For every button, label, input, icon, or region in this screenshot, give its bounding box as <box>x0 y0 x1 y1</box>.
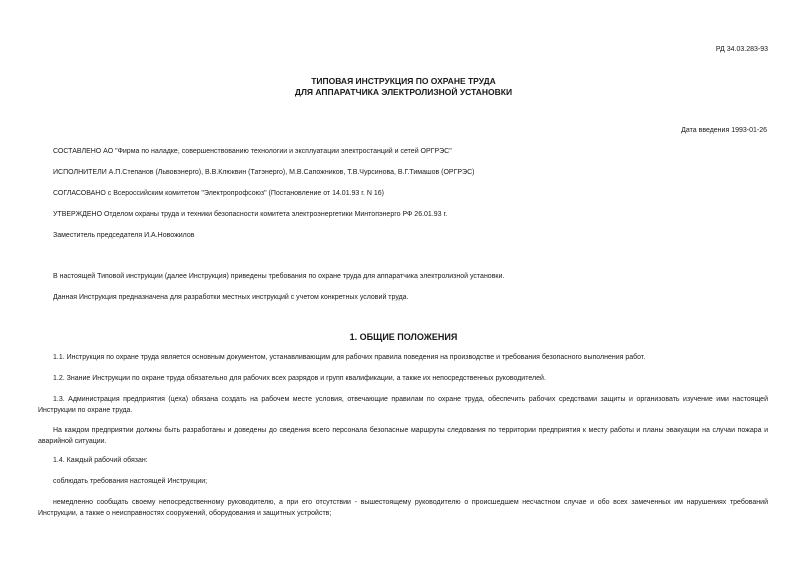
document-code: РД 34.03.283-93 <box>715 46 768 53</box>
title-line-1: ТИПОВАЯ ИНСТРУКЦИЯ ПО ОХРАНЕ ТРУДА <box>311 76 496 86</box>
paragraph-1-4-item-b: немедленно сообщать своему непосредственному руководителю, а при его отсутствии - вышестоящему руководителю о происшедшем несчастном случае и обо всех замеченных им нарушениях требований Инструкции, а также о неисправностях сооружений, оборудования и защитных устройств; <box>38 499 768 517</box>
paragraph-1-4: 1.4. Каждый рабочий обязан: <box>53 457 148 464</box>
paragraph-1-2: 1.2. Знание Инструкции по охране труда обязательно для рабочих всех разрядов и групп квалификации, а также их непосредственных руководителей. <box>53 375 546 382</box>
section-1-title: 1. ОБЩИЕ ПОЛОЖЕНИЯ <box>349 332 458 342</box>
document-title <box>0 76 807 98</box>
credits-deputy: Заместитель председателя И.А.Новожилов <box>53 232 195 239</box>
preamble-paragraph-1: В настоящей Типовой инструкции (далее Инструкция) приведены требования по охране труда для аппаратчика электролизной установки. <box>53 273 505 280</box>
credits-approved: УТВЕРЖДЕНО Отделом охраны труда и техники безопасности комитета электроэнергетики Минтопэнерго РФ 26.01.93 г. <box>53 211 448 218</box>
paragraph-1-3: 1.3. Администрация предприятия (цеха) обязана создать на рабочем месте условия, отвечающие правилам по охране труда, обеспечить рабочих средствами защиты и организовать изучение ими настоящей Инструкции по охране труда. <box>38 396 768 414</box>
paragraph-1-3-evacuation: На каждом предприятии должны быть разработаны и доведены до сведения всего персонала безопасные маршруты следования по территории предприятия к месту работы и планы эвакуации на случаи пожара и аварийной ситуации. <box>38 427 768 445</box>
credits-agreed: СОГЛАСОВАНО с Всероссийским комитетом "Электропрофсоюз" (Постановление от 14.01.93 г. N 16) <box>53 190 384 197</box>
credits-executors: ИСПОЛНИТЕЛИ А.П.Степанов (Львовэнерго), В.В.Клюквин (Татэнерго), М.В.Сапожников, Т.В.Чурсинова, В.Г.Тимашов (ОРГРЭС) <box>53 169 475 176</box>
paragraph-1-4-item-a: соблюдать требования настоящей Инструкции; <box>53 478 208 485</box>
preamble-paragraph-2: Данная Инструкция предназначена для разработки местных инструкций с учетом конкретных условий труда. <box>53 294 409 301</box>
title-line-2: ДЛЯ АППАРАТЧИКА ЭЛЕКТРОЛИЗНОЙ УСТАНОВКИ <box>294 87 513 97</box>
paragraph-1-1: 1.1. Инструкция по охране труда является основным документом, устанавливающим для рабочих правила поведения на производстве и требования безопасного выполнения работ. <box>53 354 646 361</box>
introduction-date: Дата введения 1993-01-26 <box>681 127 767 134</box>
credits-composed: СОСТАВЛЕНО АО "Фирма по наладке, совершенствованию технологии и эксплуатации электростанций и сетей ОРГРЭС" <box>53 148 452 155</box>
